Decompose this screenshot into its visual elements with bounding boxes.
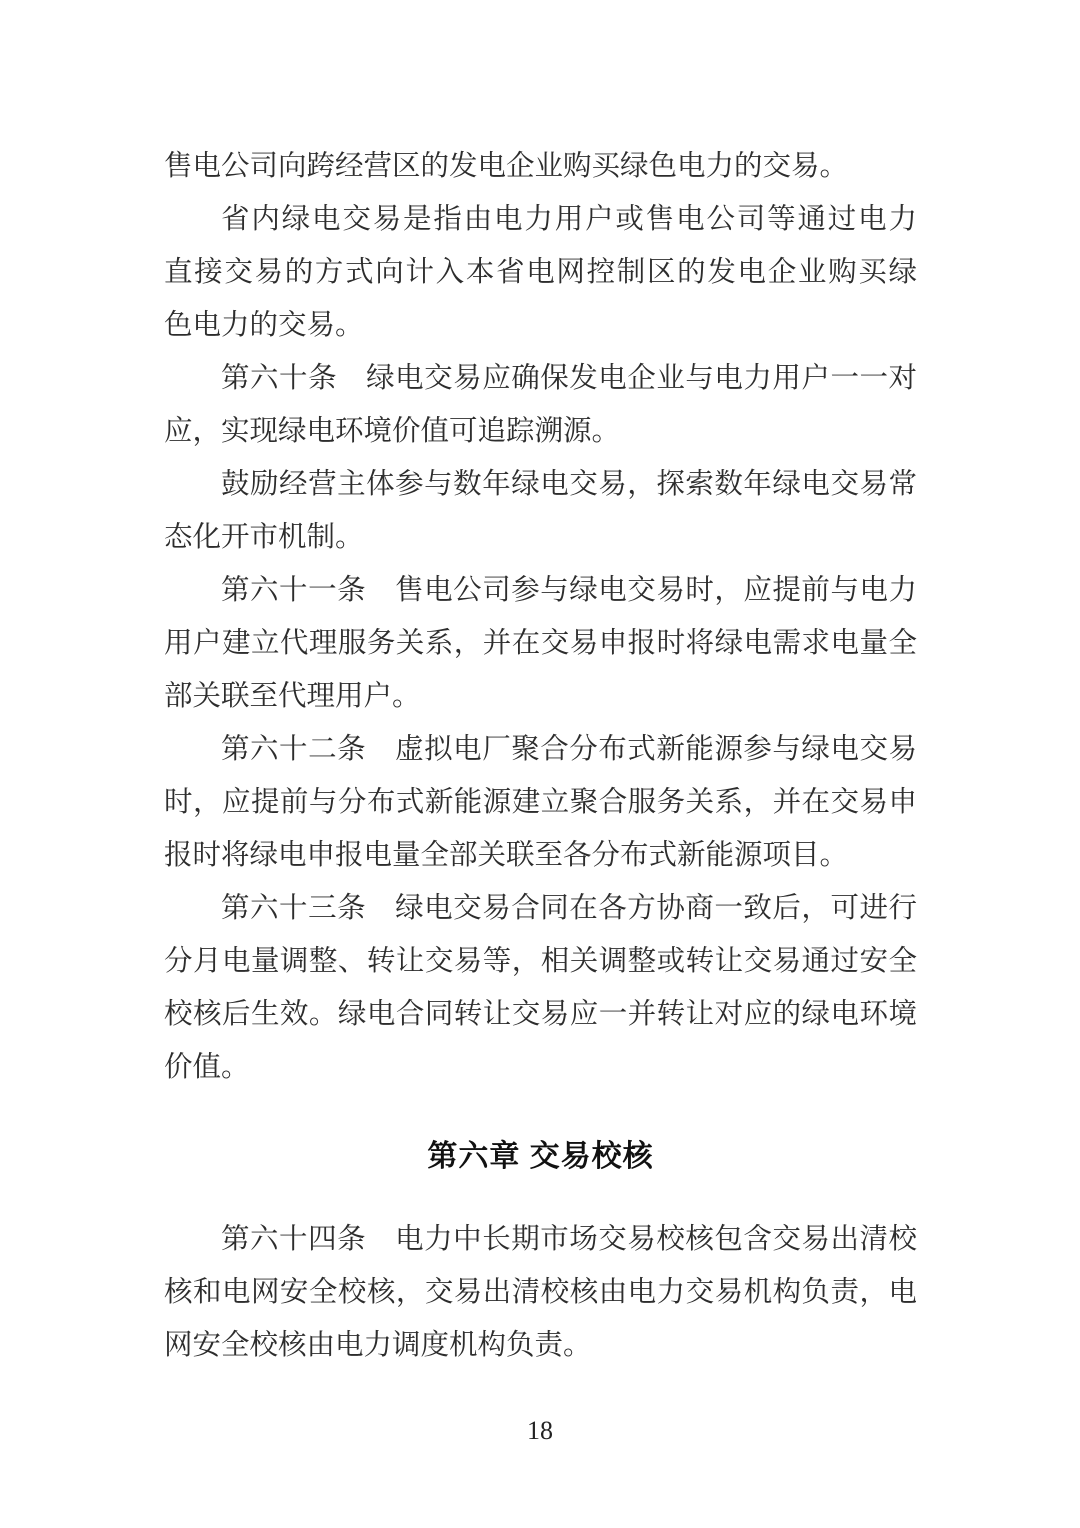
text-line: 鼓励经营主体参与数年绿电交易，探索数年绿电交易常 (221, 469, 917, 500)
text-line: 网安全校核由电力调度机构负责。 (164, 1330, 592, 1361)
text-line: 第六十三条 绿电交易合同在各方协商一致后，可进行 (221, 893, 917, 924)
text-line: 省内绿电交易是指由电力用户或售电公司等通过电力 (221, 204, 917, 235)
text-line: 第六十二条 虚拟电厂聚合分布式新能源参与绿电交易 (221, 734, 917, 765)
text-line: 态化开市机制。 (164, 522, 364, 553)
text-line: 校核后生效。绿电合同转让交易应一并转让对应的绿电环境 (164, 999, 917, 1030)
text-line: 售电公司向跨经营区的发电企业购买绿色电力的交易。 (164, 151, 849, 182)
text-line: 价值。 (164, 1052, 250, 1083)
text-line: 第六十一条 售电公司参与绿电交易时，应提前与电力 (221, 575, 917, 606)
text-line: 核和电网安全校核，交易出清校核由电力交易机构负责，电 (164, 1277, 917, 1308)
text-line: 用户建立代理服务关系，并在交易申报时将绿电需求电量全 (164, 628, 917, 659)
text-line: 报时将绿电申报电量全部关联至各分布式新能源项目。 (164, 840, 849, 871)
chapter-heading: 第六章 交易校核 (427, 1140, 654, 1173)
text-line: 色电力的交易。 (164, 310, 364, 341)
document-body (164, 140, 917, 1372)
text-line: 第六十条 绿电交易应确保发电企业与电力用户一一对 (221, 363, 917, 394)
text-line: 时，应提前与分布式新能源建立聚合服务关系，并在交易申 (164, 787, 917, 818)
text-line: 分月电量调整、转让交易等，相关调整或转让交易通过安全 (164, 946, 917, 977)
text-line: 部关联至代理用户。 (164, 681, 421, 712)
text-line: 直接交易的方式向计入本省电网控制区的发电企业购买绿 (164, 257, 917, 288)
text-line: 第六十四条 电力中长期市场交易校核包含交易出清校 (221, 1224, 917, 1255)
page-number: 18 (527, 1416, 553, 1445)
text-line: 应，实现绿电环境价值可追踪溯源。 (164, 416, 621, 447)
